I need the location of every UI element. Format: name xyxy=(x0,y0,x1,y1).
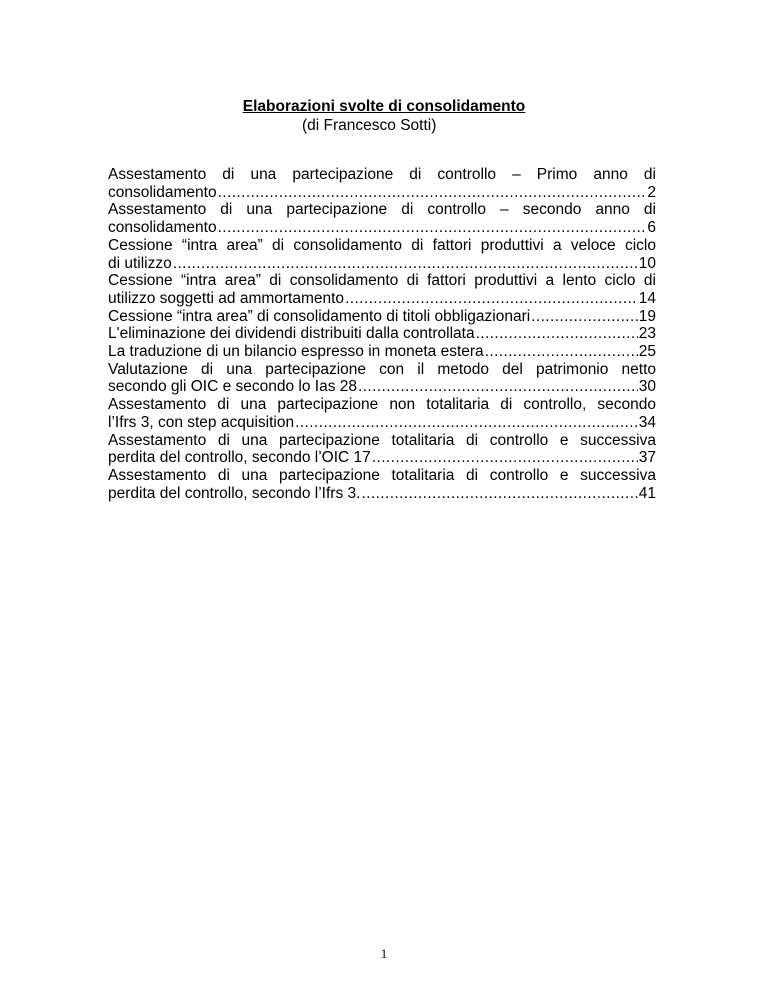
toc-page-number: 41 xyxy=(638,484,656,502)
toc-page-number: 34 xyxy=(638,413,656,431)
toc-page-number: 25 xyxy=(638,343,656,361)
toc-page-number: 30 xyxy=(638,378,656,396)
toc-entry-last-line xyxy=(108,485,656,503)
toc-entry[interactable] xyxy=(108,237,656,272)
toc-entry-last-line xyxy=(108,219,656,237)
toc-leader-dots xyxy=(173,255,638,273)
toc-entry-last-line xyxy=(108,308,656,326)
toc-entry-last-line xyxy=(108,255,656,273)
toc-entry[interactable] xyxy=(108,343,656,361)
document-title: Elaborazioni svolte di consolidamento xyxy=(242,98,526,115)
toc-entry-title-line: Assestamento di una partecipazione di controllo – secondo anno di xyxy=(108,201,656,219)
toc-entry-title-line: Valutazione di una partecipazione con il metodo del patrimonio netto xyxy=(108,360,656,378)
toc-entry-last-line xyxy=(108,325,656,343)
toc-entry-title-line: Assestamento di una partecipazione di controllo – Primo anno di xyxy=(108,166,656,183)
toc-page-number: 10 xyxy=(638,254,656,272)
toc-page-number: 19 xyxy=(638,307,656,325)
toc-leader-dots xyxy=(476,325,638,343)
toc-leader-dots xyxy=(295,414,638,432)
toc-entry-title-line: consolidamento xyxy=(108,219,217,237)
toc-entry-title-line: Cessione “intra area” di consolidamento di titoli obbligazionari xyxy=(108,307,531,325)
toc-entry[interactable] xyxy=(108,467,656,502)
page-number: 1 xyxy=(380,946,388,961)
toc-entry-title-line: Cessione “intra area” di consolidamento di fattori produttivi a lento ciclo di xyxy=(108,272,656,290)
toc-page-number: 37 xyxy=(638,449,656,467)
toc-entry-title-line: secondo gli OIC e secondo lo Ias 28 xyxy=(108,378,358,396)
toc-entry[interactable] xyxy=(108,432,656,467)
toc-leader-dots xyxy=(485,343,638,361)
toc-leader-dots xyxy=(372,449,638,467)
toc-entry[interactable] xyxy=(108,166,656,201)
toc-entry-title-line: perdita del controllo, secondo l’Ifrs 3. xyxy=(108,484,361,502)
toc-entry-title-line: Assestamento di una partecipazione totalitaria di controllo e successiva xyxy=(108,466,656,484)
toc-entry-last-line xyxy=(108,414,656,432)
toc-entry-title-line: di utilizzo xyxy=(108,254,172,272)
toc-entry-title-line: La traduzione di un bilancio espresso in moneta estera xyxy=(108,343,484,361)
toc-page-number: 2 xyxy=(647,183,656,201)
toc-entry-title-line: utilizzo soggetti ad ammortamento xyxy=(108,289,345,307)
document-subtitle: (di Francesco Sotti) xyxy=(302,117,437,134)
toc-entry-last-line xyxy=(108,184,656,202)
toc-leader-dots xyxy=(218,219,647,237)
toc-page-number: 23 xyxy=(638,325,656,343)
table-of-contents xyxy=(108,166,656,502)
toc-entry-title-line: perdita del controllo, secondo l’OIC 17 xyxy=(108,449,371,467)
toc-entry[interactable] xyxy=(108,325,656,343)
toc-entry-last-line xyxy=(108,290,656,308)
toc-leader-dots xyxy=(361,485,637,503)
toc-entry-title-line: Assestamento di una partecipazione totalitaria di controllo e successiva xyxy=(108,431,656,449)
toc-page-number: 14 xyxy=(638,289,656,307)
toc-entry[interactable] xyxy=(108,308,656,326)
toc-leader-dots xyxy=(218,184,647,202)
toc-entry[interactable] xyxy=(108,201,656,236)
toc-entry[interactable] xyxy=(108,361,656,396)
toc-entry-last-line xyxy=(108,343,656,361)
toc-page-number: 6 xyxy=(647,219,656,237)
toc-entry-title-line: l’Ifrs 3, con step acquisition xyxy=(108,413,295,431)
toc-entry-title-line: Cessione “intra area” di consolidamento di fattori produttivi a veloce ciclo xyxy=(108,236,656,254)
toc-entry[interactable] xyxy=(108,396,656,431)
toc-entry[interactable] xyxy=(108,272,656,307)
toc-leader-dots xyxy=(531,308,638,326)
toc-entry-title-line: consolidamento xyxy=(108,183,217,201)
toc-leader-dots xyxy=(358,378,638,396)
toc-entry-last-line xyxy=(108,378,656,396)
toc-leader-dots xyxy=(345,290,638,308)
toc-entry-title-line: Assestamento di una partecipazione non totalitaria di controllo, secondo xyxy=(108,396,656,414)
toc-entry-last-line xyxy=(108,449,656,467)
toc-entry-title-line: L'eliminazione dei dividendi distribuiti dalla controllata xyxy=(108,325,475,343)
